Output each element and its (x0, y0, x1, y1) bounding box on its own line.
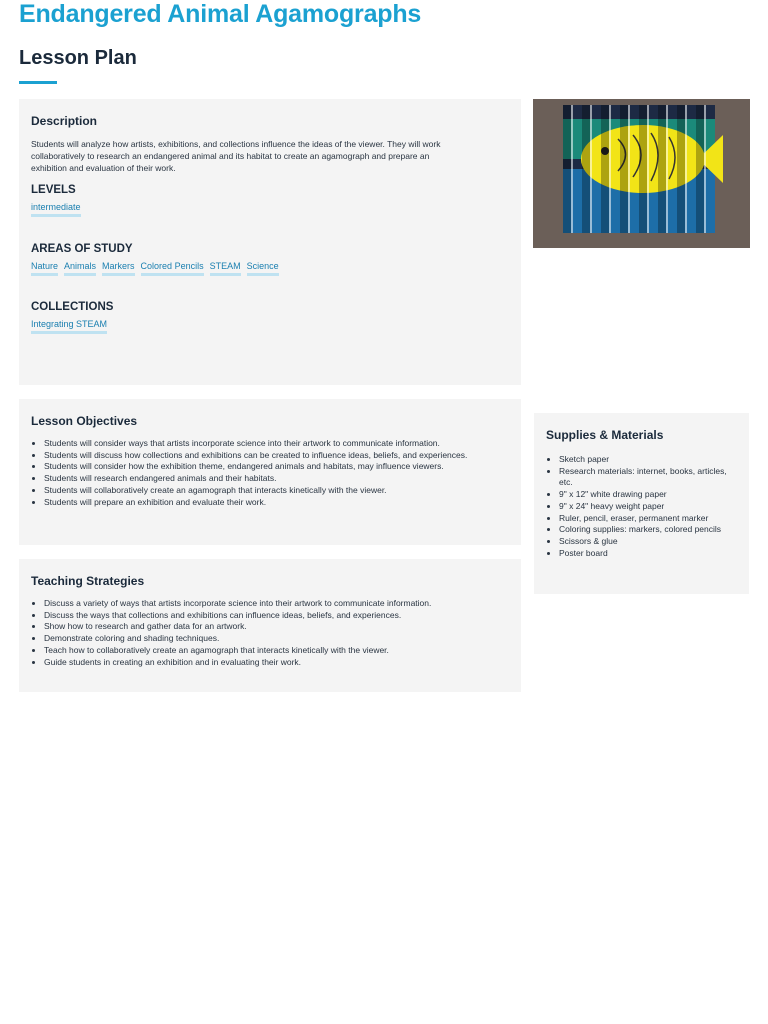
tag-integrating-steam[interactable]: Integrating STEAM (31, 319, 107, 334)
list-item: • Discuss the ways that collections and exhibitions can influence ideas, beliefs, and experiences. (44, 610, 509, 622)
list-item: • Guide students in creating an exhibition and in evaluating their work. (44, 657, 509, 669)
page-title: Endangered Animal Agamographs (19, 0, 422, 28)
supplies-heading: Supplies & Materials (546, 428, 664, 442)
strategies-list (31, 598, 509, 668)
list-item: • Sketch paper (559, 454, 729, 466)
list-item: • Discuss a variety of ways that artists incorporate science into their artwork to communicate information. (44, 598, 509, 610)
objectives-card (19, 399, 521, 545)
levels-tags (31, 202, 509, 217)
supplies-list (546, 454, 729, 559)
list-item: • Ruler, pencil, eraser, permanent marker (559, 513, 729, 525)
agamograph-fish-image (533, 99, 750, 248)
tag-science[interactable]: Science (247, 261, 279, 276)
description-card (19, 99, 521, 385)
areas-of-study-heading: AREAS OF STUDY (31, 243, 133, 255)
list-item: • 9" x 12" white drawing paper (559, 489, 729, 501)
list-item: • Show how to research and gather data for an artwork. (44, 621, 509, 633)
tag-animals[interactable]: Animals (64, 261, 96, 276)
list-item: • Scissors & glue (559, 536, 729, 548)
list-item: • Teach how to collaboratively create an agamograph that interacts kinetically with the viewer. (44, 645, 509, 657)
objectives-heading: Lesson Objectives (31, 414, 138, 428)
lesson-image (533, 99, 750, 248)
strategies-card (19, 559, 521, 692)
tag-nature[interactable]: Nature (31, 261, 58, 276)
tag-steam[interactable]: STEAM (210, 261, 241, 276)
list-item: • Coloring supplies: markers, colored pencils (559, 524, 729, 536)
levels-heading: LEVELS (31, 184, 76, 196)
supplies-card (534, 413, 749, 594)
levels-section (31, 184, 509, 217)
list-item: • Research materials: internet, books, articles, etc. (559, 466, 729, 489)
collections-section (31, 301, 509, 334)
description-text: Students will analyze how artists, exhibitions, and collections influence the ideas of the viewer. They will work collaboratively to research an endangered animal and its habitat to create an agamograph and prepare an exhibition and evaluation of their work. (31, 139, 441, 173)
tag-intermediate[interactable]: intermediate (31, 202, 81, 217)
list-item: • Students will consider ways that artists incorporate science into their artwork to communicate information. (44, 438, 509, 450)
strategies-heading: Teaching Strategies (31, 574, 145, 588)
list-item: • 9" x 24" heavy weight paper (559, 501, 729, 513)
description-heading: Description (31, 114, 98, 128)
list-item: • Students will research endangered animals and their habitats. (44, 473, 509, 485)
list-item: • Poster board (559, 548, 729, 560)
areas-of-study-tags (31, 261, 509, 276)
areas-of-study-section (31, 243, 509, 276)
list-item: • Students will prepare an exhibition and evaluate their work. (44, 497, 509, 509)
list-item: • Students will discuss how collections and exhibitions can be created to influence ideas, beliefs, and experiences. (44, 450, 509, 462)
list-item: • Students will consider how the exhibition theme, endangered animals and habitats, may influence viewers. (44, 461, 509, 473)
collections-heading: COLLECTIONS (31, 301, 114, 313)
tag-colored-pencils[interactable]: Colored Pencils (141, 261, 204, 276)
heading-underline (19, 81, 57, 84)
objectives-list (31, 438, 509, 508)
collections-tags (31, 319, 509, 334)
lesson-plan-heading: Lesson Plan (19, 47, 137, 69)
list-item: • Demonstrate coloring and shading techniques. (44, 633, 509, 645)
list-item: • Students will collaboratively create an agamograph that interacts kinetically with the viewer. (44, 485, 509, 497)
tag-markers[interactable]: Markers (102, 261, 135, 276)
